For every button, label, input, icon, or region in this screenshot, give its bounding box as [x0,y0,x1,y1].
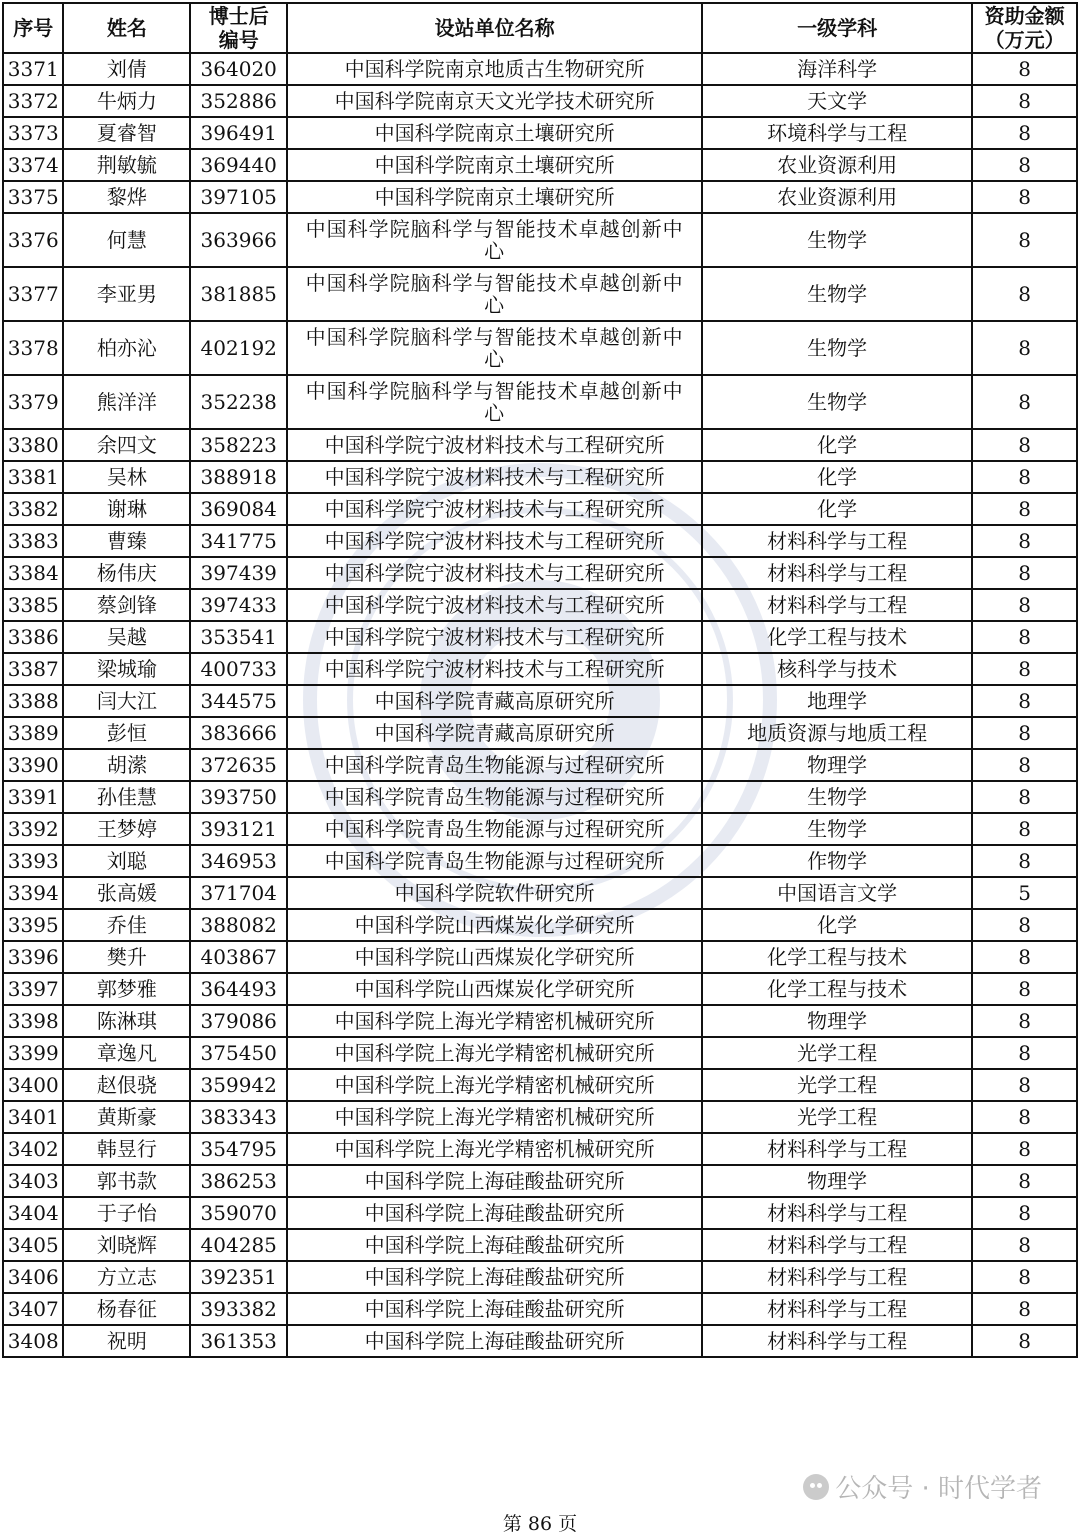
cell-no: 3387 [3,653,63,685]
cell-name: 刘倩 [63,53,190,85]
cell-subject: 物理学 [702,1005,972,1037]
cell-no: 3376 [3,213,63,267]
cell-unit: 中国科学院上海硅酸盐研究所 [287,1197,702,1229]
cell-postdoc-id: 354795 [190,1133,287,1165]
cell-name: 樊升 [63,941,190,973]
cell-subject: 化学工程与技术 [702,621,972,653]
cell-amount: 8 [972,589,1077,621]
page-number: 第 86 页 [502,1513,578,1535]
cell-amount: 8 [972,1005,1077,1037]
cell-name: 彭恒 [63,717,190,749]
cell-unit: 中国科学院上海硅酸盐研究所 [287,1229,702,1261]
cell-subject: 天文学 [702,85,972,117]
table-row [3,1133,1077,1165]
table-row [3,1229,1077,1261]
cell-amount: 8 [972,973,1077,1005]
cell-amount: 8 [972,267,1077,321]
cell-subject: 核科学与技术 [702,653,972,685]
table-row [3,845,1077,877]
cell-postdoc-id: 388918 [190,461,287,493]
cell-no: 3384 [3,557,63,589]
cell-amount: 8 [972,845,1077,877]
cell-no: 3397 [3,973,63,1005]
cell-subject: 材料科学与工程 [702,1325,972,1357]
header-amount-line1: 资助金额 [984,4,1065,28]
cell-subject: 光学工程 [702,1037,972,1069]
cell-unit [287,213,702,267]
cell-subject: 物理学 [702,1165,972,1197]
table-row [3,973,1077,1005]
cell-no: 3402 [3,1133,63,1165]
cell-no: 3396 [3,941,63,973]
header-unit: 设站单位名称 [287,3,702,53]
cell-postdoc-id: 397439 [190,557,287,589]
cell-amount: 8 [972,461,1077,493]
cell-subject: 中国语言文学 [702,877,972,909]
cell-unit: 中国科学院山西煤炭化学研究所 [287,941,702,973]
cell-postdoc-id: 361353 [190,1325,287,1357]
cell-name: 方立志 [63,1261,190,1293]
cell-no: 3406 [3,1261,63,1293]
cell-unit: 中国科学院南京土壤研究所 [287,149,702,181]
table-row [3,1325,1077,1357]
header-postdoc-id-line1: 博士后 [208,4,269,28]
cell-postdoc-id: 369440 [190,149,287,181]
cell-unit: 中国科学院上海光学精密机械研究所 [287,1037,702,1069]
cell-amount: 8 [972,909,1077,941]
cell-name: 谢琳 [63,493,190,525]
cell-subject: 材料科学与工程 [702,525,972,557]
cell-no: 3393 [3,845,63,877]
table-row [3,1197,1077,1229]
cell-subject: 生物学 [702,321,972,375]
table-row [3,621,1077,653]
cell-name: 熊洋洋 [63,375,190,429]
header-name: 姓名 [63,3,190,53]
table-row [3,321,1077,375]
cell-amount: 8 [972,1037,1077,1069]
cell-amount: 8 [972,1197,1077,1229]
cell-name: 吴林 [63,461,190,493]
cell-postdoc-id: 375450 [190,1037,287,1069]
table-row [3,589,1077,621]
cell-name: 孙佳慧 [63,781,190,813]
cell-no: 3388 [3,685,63,717]
cell-subject: 农业资源利用 [702,181,972,213]
cell-unit: 中国科学院上海光学精密机械研究所 [287,1133,702,1165]
cell-name: 刘聪 [63,845,190,877]
table-row [3,461,1077,493]
table-row [3,213,1077,267]
cell-amount: 8 [972,1325,1077,1357]
cell-unit: 中国科学院上海硅酸盐研究所 [287,1165,702,1197]
cell-no: 3389 [3,717,63,749]
cell-no: 3381 [3,461,63,493]
cell-postdoc-id: 381885 [190,267,287,321]
cell-name: 李亚男 [63,267,190,321]
cell-unit: 中国科学院宁波材料技术与工程研究所 [287,429,702,461]
cell-subject: 材料科学与工程 [702,589,972,621]
cell-postdoc-id: 359942 [190,1069,287,1101]
cell-postdoc-id: 397105 [190,181,287,213]
cell-postdoc-id: 371704 [190,877,287,909]
cell-amount: 8 [972,149,1077,181]
cell-no: 3372 [3,85,63,117]
cell-no: 3386 [3,621,63,653]
header-amount-line2: （万元） [984,28,1065,52]
cell-unit: 中国科学院青岛生物能源与过程研究所 [287,813,702,845]
table-row [3,525,1077,557]
cell-unit: 中国科学院上海光学精密机械研究所 [287,1069,702,1101]
cell-subject: 化学 [702,429,972,461]
cell-postdoc-id: 388082 [190,909,287,941]
cell-name: 韩昱行 [63,1133,190,1165]
cell-unit: 中国科学院软件研究所 [287,877,702,909]
cell-amount: 8 [972,1261,1077,1293]
cell-postdoc-id: 396491 [190,117,287,149]
cell-subject: 化学 [702,493,972,525]
cell-subject: 生物学 [702,375,972,429]
cell-unit: 中国科学院宁波材料技术与工程研究所 [287,621,702,653]
cell-no: 3382 [3,493,63,525]
cell-amount: 8 [972,1101,1077,1133]
cell-unit: 中国科学院宁波材料技术与工程研究所 [287,589,702,621]
table-row [3,181,1077,213]
cell-amount: 5 [972,877,1077,909]
table-row [3,1261,1077,1293]
cell-unit-text: 中国科学院脑科学与智能技术卓越创新中心 [305,325,684,371]
cell-name: 闫大江 [63,685,190,717]
cell-amount: 8 [972,321,1077,375]
cell-subject: 材料科学与工程 [702,1133,972,1165]
cell-unit: 中国科学院青岛生物能源与过程研究所 [287,781,702,813]
cell-postdoc-id: 404285 [190,1229,287,1261]
cell-amount: 8 [972,685,1077,717]
cell-name: 荆敏毓 [63,149,190,181]
cell-unit: 中国科学院宁波材料技术与工程研究所 [287,493,702,525]
cell-name: 胡潆 [63,749,190,781]
cell-subject: 材料科学与工程 [702,1261,972,1293]
cell-amount: 8 [972,781,1077,813]
cell-amount: 8 [972,557,1077,589]
cell-amount: 8 [972,813,1077,845]
cell-subject: 环境科学与工程 [702,117,972,149]
cell-unit: 中国科学院青藏高原研究所 [287,685,702,717]
cell-subject: 材料科学与工程 [702,557,972,589]
cell-subject: 材料科学与工程 [702,1197,972,1229]
cell-no: 3390 [3,749,63,781]
cell-name: 陈淋琪 [63,1005,190,1037]
cell-unit: 中国科学院青岛生物能源与过程研究所 [287,845,702,877]
cell-no: 3408 [3,1325,63,1357]
cell-name: 蔡剑锋 [63,589,190,621]
header-subject: 一级学科 [702,3,972,53]
cell-amount: 8 [972,117,1077,149]
cell-postdoc-id: 393121 [190,813,287,845]
cell-amount: 8 [972,717,1077,749]
cell-amount: 8 [972,1165,1077,1197]
cell-unit: 中国科学院山西煤炭化学研究所 [287,973,702,1005]
cell-name: 章逸凡 [63,1037,190,1069]
table-row [3,493,1077,525]
cell-no: 3373 [3,117,63,149]
cell-no: 3407 [3,1293,63,1325]
cell-amount: 8 [972,941,1077,973]
cell-subject: 化学工程与技术 [702,941,972,973]
cell-name: 曹臻 [63,525,190,557]
cell-postdoc-id: 403867 [190,941,287,973]
cell-amount: 8 [972,181,1077,213]
cell-unit: 中国科学院宁波材料技术与工程研究所 [287,653,702,685]
cell-subject: 物理学 [702,749,972,781]
table-row [3,1165,1077,1197]
cell-unit: 中国科学院南京地质古生物研究所 [287,53,702,85]
wechat-icon [803,1474,829,1500]
cell-amount: 8 [972,1293,1077,1325]
cell-postdoc-id: 386253 [190,1165,287,1197]
cell-unit: 中国科学院南京天文光学技术研究所 [287,85,702,117]
cell-postdoc-id: 393382 [190,1293,287,1325]
cell-name: 梁城瑜 [63,653,190,685]
cell-postdoc-id: 352886 [190,85,287,117]
cell-name: 吴越 [63,621,190,653]
table-row [3,117,1077,149]
cell-amount: 8 [972,1229,1077,1261]
cell-unit: 中国科学院上海硅酸盐研究所 [287,1261,702,1293]
cell-unit: 中国科学院青藏高原研究所 [287,717,702,749]
cell-unit: 中国科学院上海硅酸盐研究所 [287,1293,702,1325]
table-row [3,267,1077,321]
cell-unit: 中国科学院宁波材料技术与工程研究所 [287,557,702,589]
cell-subject: 农业资源利用 [702,149,972,181]
cell-amount: 8 [972,653,1077,685]
cell-no: 3401 [3,1101,63,1133]
table-row [3,717,1077,749]
cell-name: 王梦婷 [63,813,190,845]
cell-unit [287,321,702,375]
cell-name: 夏睿智 [63,117,190,149]
table-row [3,1293,1077,1325]
cell-postdoc-id: 358223 [190,429,287,461]
cell-unit: 中国科学院上海光学精密机械研究所 [287,1101,702,1133]
cell-name: 张高媛 [63,877,190,909]
table-row [3,813,1077,845]
cell-subject: 光学工程 [702,1069,972,1101]
cell-unit [287,375,702,429]
cell-amount: 8 [972,621,1077,653]
cell-postdoc-id: 383666 [190,717,287,749]
postdoc-funding-table [2,2,1078,1358]
brand-watermark [803,1468,1042,1505]
cell-amount: 8 [972,1133,1077,1165]
cell-subject: 生物学 [702,267,972,321]
cell-postdoc-id: 363966 [190,213,287,267]
cell-postdoc-id: 392351 [190,1261,287,1293]
table-row [3,941,1077,973]
cell-postdoc-id: 400733 [190,653,287,685]
cell-postdoc-id: 341775 [190,525,287,557]
cell-no: 3380 [3,429,63,461]
cell-no: 3371 [3,53,63,85]
cell-unit-text: 中国科学院脑科学与智能技术卓越创新中心 [305,379,684,425]
cell-unit: 中国科学院上海光学精密机械研究所 [287,1005,702,1037]
cell-no: 3403 [3,1165,63,1197]
cell-postdoc-id: 402192 [190,321,287,375]
cell-unit: 中国科学院山西煤炭化学研究所 [287,909,702,941]
brand-text: 公众号 · 时代学者 [835,1474,1042,1504]
cell-name: 黎烨 [63,181,190,213]
cell-no: 3405 [3,1229,63,1261]
cell-name: 刘晓辉 [63,1229,190,1261]
cell-amount: 8 [972,525,1077,557]
cell-postdoc-id: 379086 [190,1005,287,1037]
cell-name: 郭书款 [63,1165,190,1197]
table-row [3,429,1077,461]
cell-subject: 海洋科学 [702,53,972,85]
cell-name: 乔佳 [63,909,190,941]
cell-no: 3392 [3,813,63,845]
cell-amount: 8 [972,375,1077,429]
cell-no: 3399 [3,1037,63,1069]
cell-amount: 8 [972,53,1077,85]
cell-subject: 生物学 [702,813,972,845]
table-row [3,653,1077,685]
cell-no: 3383 [3,525,63,557]
cell-amount: 8 [972,213,1077,267]
table-row [3,53,1077,85]
table-header-row [3,3,1077,53]
cell-subject: 化学 [702,909,972,941]
cell-subject: 光学工程 [702,1101,972,1133]
cell-subject: 生物学 [702,781,972,813]
cell-postdoc-id: 372635 [190,749,287,781]
cell-postdoc-id: 344575 [190,685,287,717]
cell-name: 牛炳力 [63,85,190,117]
cell-subject: 作物学 [702,845,972,877]
table-row [3,557,1077,589]
cell-name: 祝明 [63,1325,190,1357]
table-row [3,85,1077,117]
table-row [3,1005,1077,1037]
cell-amount: 8 [972,85,1077,117]
cell-amount: 8 [972,749,1077,781]
table-row [3,685,1077,717]
cell-no: 3379 [3,375,63,429]
cell-subject: 生物学 [702,213,972,267]
header-postdoc-id [190,3,287,53]
cell-unit: 中国科学院青岛生物能源与过程研究所 [287,749,702,781]
cell-postdoc-id: 353541 [190,621,287,653]
table-row [3,909,1077,941]
cell-no: 3385 [3,589,63,621]
cell-postdoc-id: 397433 [190,589,287,621]
cell-name: 余四文 [63,429,190,461]
cell-postdoc-id: 364020 [190,53,287,85]
cell-name: 何慧 [63,213,190,267]
cell-unit: 中国科学院南京土壤研究所 [287,181,702,213]
cell-name: 赵佷骁 [63,1069,190,1101]
cell-postdoc-id: 393750 [190,781,287,813]
cell-amount: 8 [972,429,1077,461]
cell-unit: 中国科学院上海硅酸盐研究所 [287,1325,702,1357]
cell-unit-text: 中国科学院脑科学与智能技术卓越创新中心 [305,271,684,317]
cell-no: 3391 [3,781,63,813]
cell-no: 3398 [3,1005,63,1037]
header-no: 序号 [3,3,63,53]
table-row [3,1069,1077,1101]
cell-subject: 地质资源与地质工程 [702,717,972,749]
header-amount [972,3,1077,53]
cell-postdoc-id: 352238 [190,375,287,429]
cell-name: 杨春征 [63,1293,190,1325]
cell-postdoc-id: 364493 [190,973,287,1005]
cell-name: 柏亦沁 [63,321,190,375]
cell-unit: 中国科学院宁波材料技术与工程研究所 [287,525,702,557]
cell-unit: 中国科学院南京土壤研究所 [287,117,702,149]
cell-unit: 中国科学院宁波材料技术与工程研究所 [287,461,702,493]
table-row [3,1101,1077,1133]
cell-name: 郭梦雅 [63,973,190,1005]
cell-subject: 材料科学与工程 [702,1229,972,1261]
cell-unit [287,267,702,321]
cell-unit-text: 中国科学院脑科学与智能技术卓越创新中心 [305,217,684,263]
cell-subject: 材料科学与工程 [702,1293,972,1325]
cell-name: 黄斯豪 [63,1101,190,1133]
cell-subject: 化学工程与技术 [702,973,972,1005]
cell-no: 3395 [3,909,63,941]
cell-postdoc-id: 383343 [190,1101,287,1133]
table-row [3,149,1077,181]
table-row [3,375,1077,429]
table-row [3,1037,1077,1069]
cell-subject: 化学 [702,461,972,493]
cell-amount: 8 [972,1069,1077,1101]
cell-no: 3394 [3,877,63,909]
cell-amount: 8 [972,493,1077,525]
cell-name: 于子怡 [63,1197,190,1229]
cell-postdoc-id: 346953 [190,845,287,877]
table-row [3,877,1077,909]
cell-no: 3377 [3,267,63,321]
header-postdoc-id-line2: 编号 [218,28,259,52]
cell-name: 杨伟庆 [63,557,190,589]
table-row [3,749,1077,781]
table-row [3,781,1077,813]
cell-postdoc-id: 369084 [190,493,287,525]
cell-subject: 地理学 [702,685,972,717]
cell-no: 3404 [3,1197,63,1229]
cell-no: 3400 [3,1069,63,1101]
cell-no: 3374 [3,149,63,181]
cell-postdoc-id: 359070 [190,1197,287,1229]
cell-no: 3375 [3,181,63,213]
cell-no: 3378 [3,321,63,375]
